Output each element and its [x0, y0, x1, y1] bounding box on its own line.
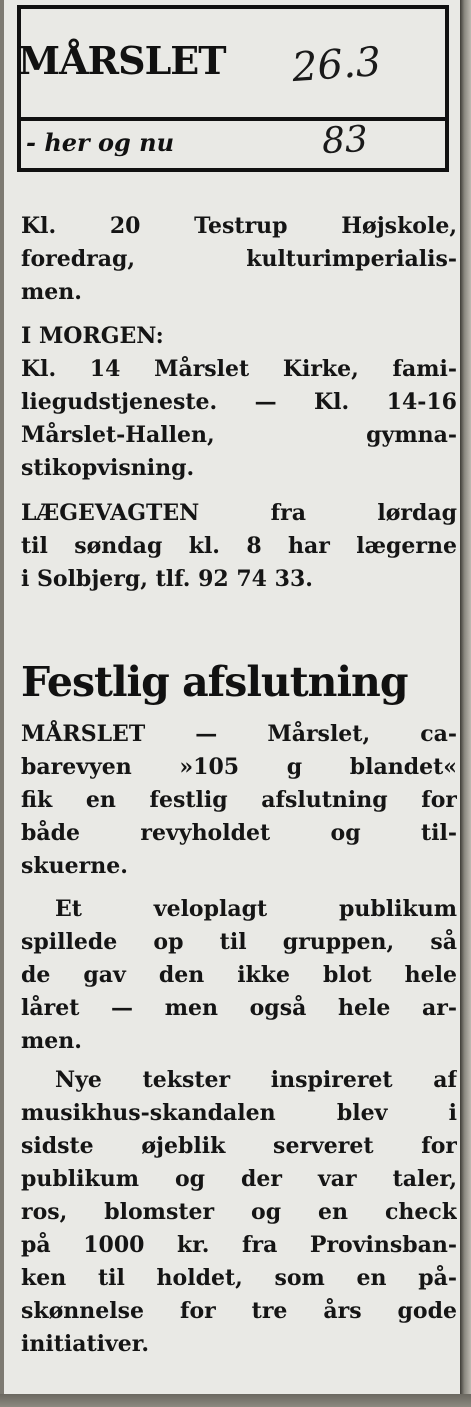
text-line: sidste øjeblik serveret for	[21, 1133, 457, 1159]
article-paragraph-2	[21, 893, 457, 1058]
text-line: MÅRSLET — Mårslet, ca-	[21, 721, 457, 747]
text-line: liegudstjeneste. — Kl. 14-16	[21, 389, 457, 415]
scan-right-edge	[460, 0, 471, 1407]
text-line: Kl. 14 Mårslet Kirke, fami-	[21, 356, 457, 382]
doctor-on-call-notice	[21, 497, 457, 596]
text-line: Nye tekster inspireret af	[55, 1067, 457, 1093]
text-line: låret — men også hele ar-	[21, 995, 457, 1021]
text-line: fik en festlig afslutning for	[21, 787, 457, 813]
article-paragraph-3	[21, 1064, 457, 1361]
masthead-title: MÅRSLET	[18, 38, 226, 83]
handwritten-date: 26.3	[290, 38, 383, 92]
text-line: initiativer.	[21, 1331, 150, 1357]
text-line: barevyen »105 g blandet«	[21, 754, 457, 780]
text-line: til søndag kl. 8 har lægerne	[21, 533, 457, 559]
text-line: i Solbjerg, tlf. 92 74 33.	[21, 566, 313, 592]
text-line: skønnelse for tre års gode	[21, 1298, 457, 1324]
article-headline: Festlig afslutning	[21, 658, 408, 706]
text-line: LÆGEVAGTEN fra lørdag	[21, 500, 457, 526]
text-line: Mårslet-Hallen, gymna-	[21, 422, 457, 448]
text-line: musikhus-skandalen blev i	[21, 1100, 457, 1126]
text-line: ken til holdet, som en på-	[21, 1265, 457, 1291]
text-line: både revyholdet og til-	[21, 820, 457, 846]
text-line: Et veloplagt publikum	[55, 896, 457, 922]
text-line: skuerne.	[21, 853, 128, 879]
text-line: de gav den ikke blot hele	[21, 962, 457, 988]
text-line: publikum og der var taler,	[21, 1166, 457, 1192]
text-line: foredrag, kulturimperialis-	[21, 246, 457, 272]
section-label: I MORGEN:	[21, 323, 164, 349]
newspaper-clipping	[4, 0, 460, 1394]
tomorrow-listing	[21, 320, 457, 485]
article-paragraph-1	[21, 718, 457, 883]
text-line: ros, blomster og en check	[21, 1199, 457, 1225]
handwritten-year: 83	[320, 118, 369, 163]
text-line: på 1000 kr. fra Provinsban-	[21, 1232, 457, 1258]
scan-bottom-edge	[0, 1394, 471, 1407]
masthead-subtitle: - her og nu	[26, 128, 175, 157]
text-line: Kl. 20 Testrup Højskole,	[21, 213, 457, 239]
text-line: stikopvisning.	[21, 455, 195, 481]
text-line: spillede op til gruppen, så	[21, 929, 457, 955]
text-line: men.	[21, 1028, 82, 1054]
event-listing	[21, 210, 457, 309]
text-line: men.	[21, 279, 82, 305]
